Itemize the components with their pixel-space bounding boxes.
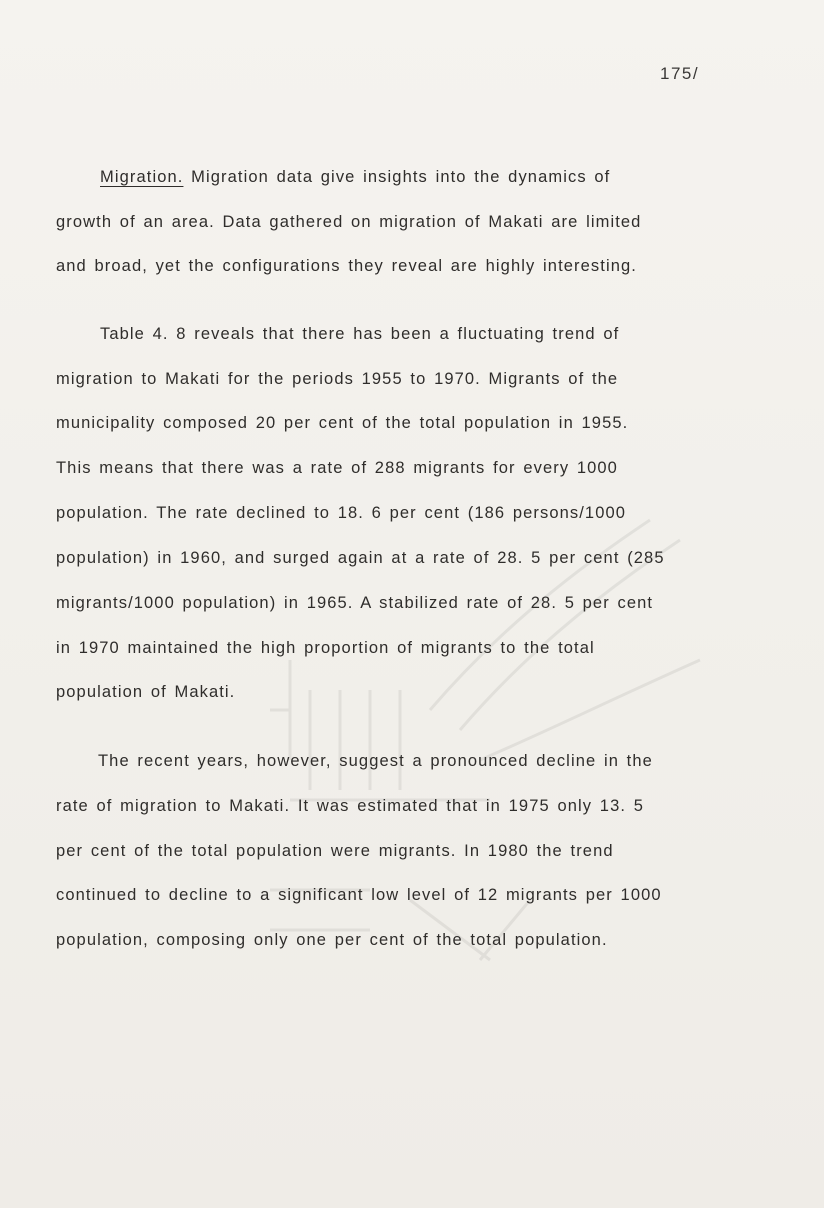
paragraph-3-line-5: population, composing only one per cent of the total population. [56,931,608,949]
paragraph-2-line-4: This means that there was a rate of 288 migrants for every 1000 [56,459,618,477]
paragraph-2-line-3: municipality composed 20 per cent of the total population in 1955. [56,414,629,432]
paragraph-2-line-7: migrants/1000 population) in 1965. A stabilized rate of 28. 5 per cent [56,594,654,612]
paragraph-1-line-3: and broad, yet the configurations they reveal are highly interesting. [56,257,637,275]
paragraph-2-line-6: population) in 1960, and surged again at a rate of 28. 5 per cent (285 [56,549,665,567]
paragraph-3-line-4: continued to decline to a significant low level of 12 migrants per 1000 [56,886,662,904]
paragraph-1-line-2: growth of an area. Data gathered on migration of Makati are limited [56,213,642,231]
page-number: 175/ [660,64,700,83]
paragraph-3-line-3: per cent of the total population were migrants. In 1980 the trend [56,842,614,860]
paragraph-2-line-5: population. The rate declined to 18. 6 per cent (186 persons/1000 [56,504,627,522]
paragraph-text: Migration data give insights into the dynamics of [191,168,611,186]
paragraph-2-line-8: in 1970 maintained the high proportion of migrants to the total [56,639,595,657]
paragraph-2-line-9: population of Makati. [56,683,236,701]
paragraph-2-line-1: Table 4. 8 reveals that there has been a fluctuating trend of [100,325,620,343]
paragraph-2-line-2: migration to Makati for the periods 1955 to 1970. Migrants of the [56,370,619,388]
paragraph-1-line-1 [100,168,610,187]
paragraph-3-line-1: The recent years, however, suggest a pronounced decline in the [98,752,653,770]
section-heading: Migration. [100,168,184,186]
paragraph-3-line-2: rate of migration to Makati. It was estimated that in 1975 only 13. 5 [56,797,644,815]
